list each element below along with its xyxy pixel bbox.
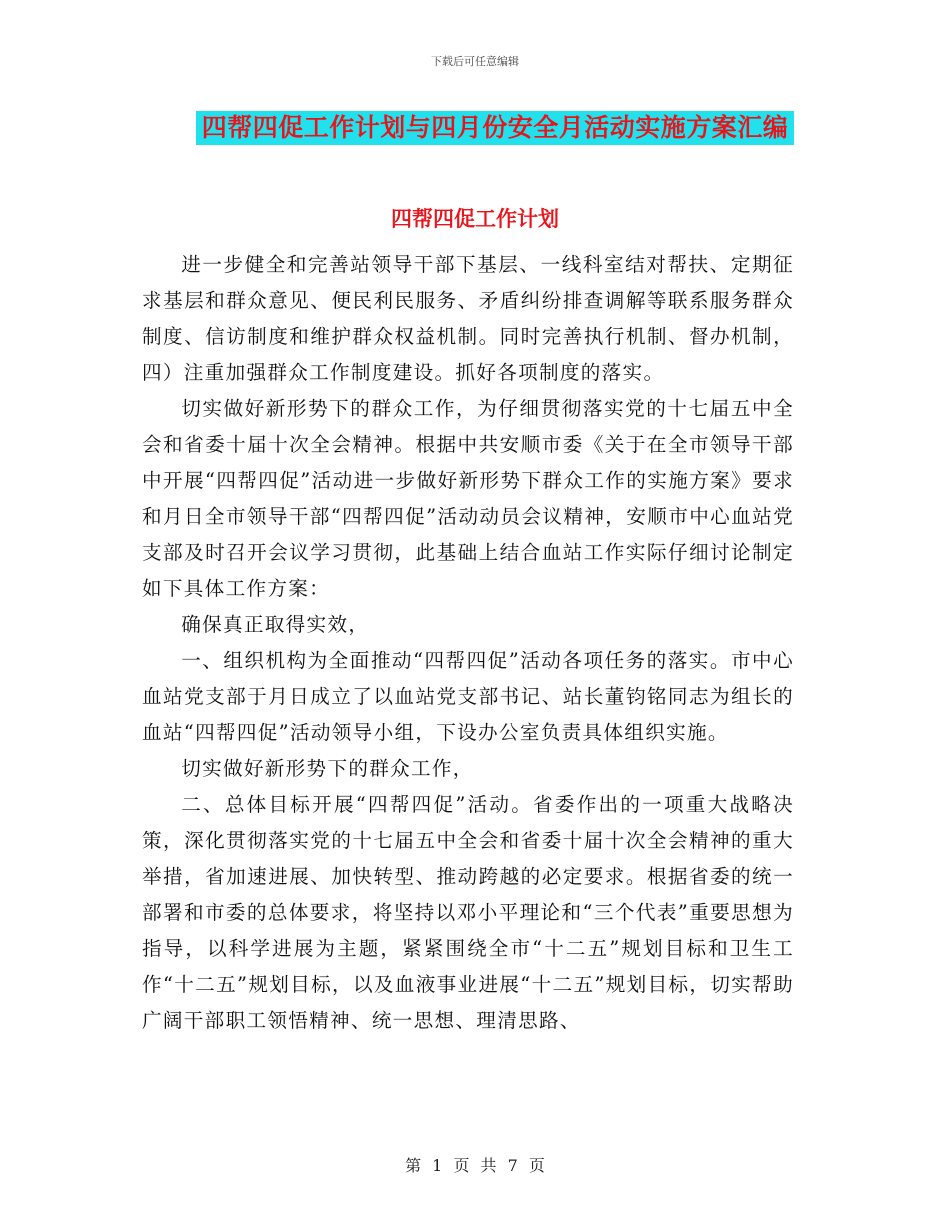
page-header-note: 下载后可任意编辑	[431, 55, 519, 68]
body-paragraph: 确保真正取得实效，	[181, 613, 370, 636]
document-body	[142, 247, 794, 1039]
page-number-footer: 第 1 页 共 7 页	[405, 1156, 545, 1175]
body-paragraph: 二、总体目标开展“四帮四促”活动。省委作出的一项重大战略决策，深化贯彻落实党的十七届五中全会和省委十届十次全会精神的重大举措，省加速进展、加快转型、推动跨越的必定要求。根据省委的统一部署和市委的总体要求，将坚持以邓小平理论和“三个代表”重要思想为指导，以科学进展为主题，紧紧围绕全市“十二五”规划目标和卫生工作“十二五”规划目标，以及血液事业进展“十二五”规划目标，切实帮助广阔干部职工领悟精神、统一思想、理清思路、	[142, 793, 794, 1032]
body-paragraph: 切实做好新形势下的群众工作，为仔细贯彻落实党的十七届五中全会和省委十届十次全会精神。根据中共安顺市委《关于在全市领导干部中开展“四帮四促”活动进一步做好新形势下群众工作的实施方案》要求和月日全市领导干部“四帮四促”活动动员会议精神，安顺市中心血站党支部及时召开会议学习贯彻，此基础上结合血站工作实际仔细讨论制定如下具体工作方案：	[142, 397, 794, 600]
document-title-wrap	[0, 111, 950, 145]
document-title: 四帮四促工作计划与四月份安全月活动实施方案汇编	[196, 111, 795, 145]
section-title: 四帮四促工作计划	[391, 207, 559, 231]
body-paragraph: 进一步健全和完善站领导干部下基层、一线科室结对帮扶、定期征求基层和群众意见、便民利民服务、矛盾纠纷排查调解等联系服务群众制度、信访制度和维护群众权益机制。同时完善执行机制、督办机制，四）注重加强群众工作制度建设。抓好各项制度的落实。	[142, 253, 794, 384]
body-paragraph: 一、组织机构为全面推动“四帮四促”活动各项任务的落实。市中心血站党支部于月日成立了以血站党支部书记、站长董钧铭同志为组长的血站“四帮四促”活动领导小组，下设办公室负责具体组织实施。	[142, 649, 794, 744]
body-paragraph: 切实做好新形势下的群众工作，	[181, 757, 474, 780]
